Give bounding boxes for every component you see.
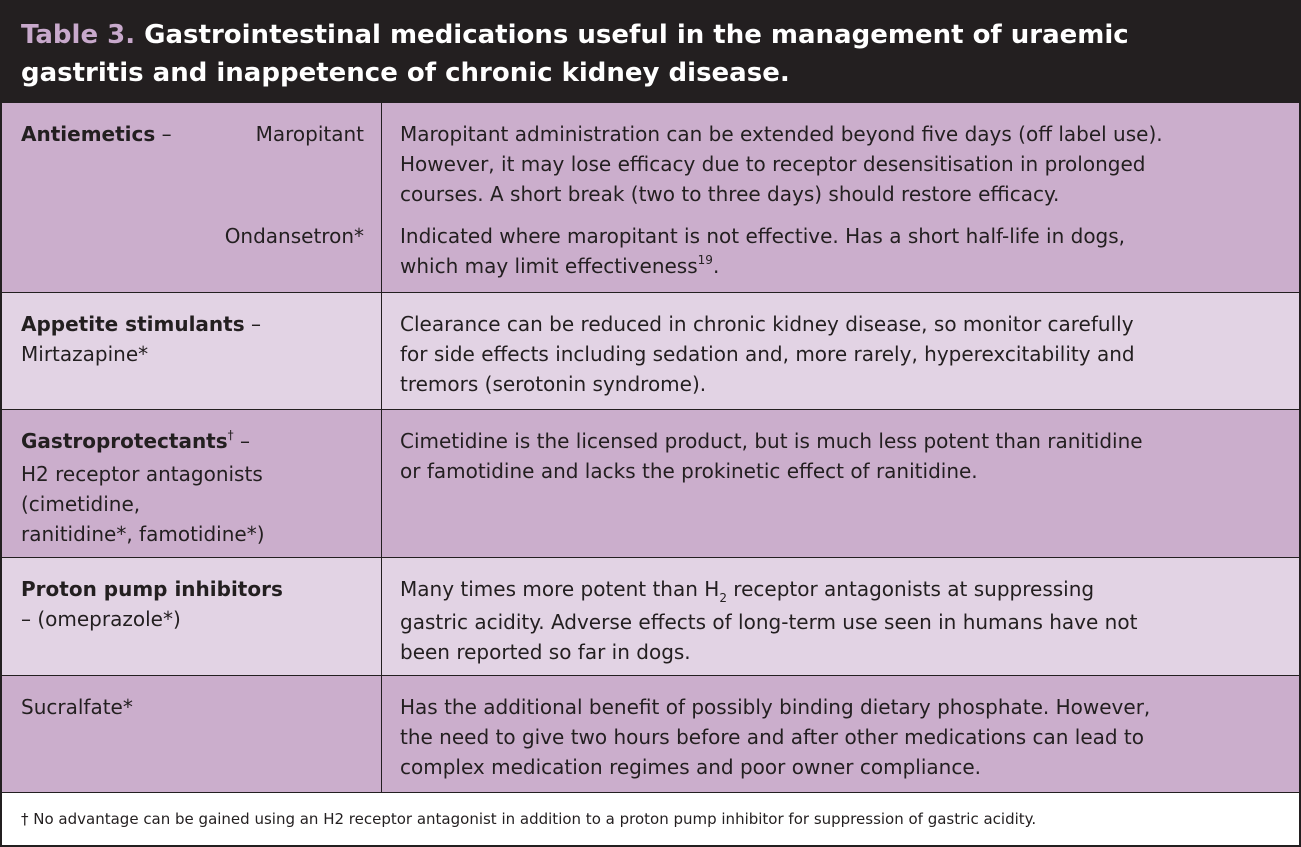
drug-ondansetron: Ondansetron* [224, 224, 364, 248]
text-line: tremors (serotonin syndrome). [400, 372, 707, 396]
subscript: 2 [719, 591, 727, 605]
drug-mirtazapine: Mirtazapine* [21, 342, 149, 366]
text-line: Has the additional benefit of possibly binding dietary phosphate. However, [400, 695, 1151, 719]
table-row-gastroprotectants [2, 409, 1299, 557]
ppi-notes [400, 574, 1137, 667]
notes-cell [382, 558, 1299, 675]
drug-omeprazole: – (omeprazole*) [21, 607, 181, 631]
notes-cell [382, 103, 1299, 292]
table-row-proton-pump-inhibitors [2, 557, 1299, 675]
notes-cell [382, 293, 1299, 409]
table-title-line-1 [21, 16, 1299, 54]
table-row-antiemetics [2, 102, 1299, 292]
drug-line: ranitidine*, famotidine*) [21, 522, 265, 546]
table-footer [2, 792, 1299, 845]
table-row-sucralfate [2, 675, 1299, 792]
text-line: Indicated where maropitant is not effective. Has a short half-life in dogs, [400, 224, 1126, 248]
notes-cell [382, 676, 1299, 792]
reference-superscript: 19 [697, 253, 713, 267]
sucralfate-notes [400, 692, 1150, 782]
drug-maropitant: Maropitant [255, 122, 364, 146]
category-cell [2, 558, 382, 675]
drug-line: H2 receptor antagonists [21, 462, 263, 486]
ondansetron-notes [400, 221, 1125, 284]
maropitant-notes [400, 119, 1163, 209]
category-label: Gastroprotectants† – [21, 428, 250, 453]
table-title-line-2: gastritis and inappetence of chronic kidney disease. [21, 58, 790, 88]
text-line: complex medication regimes and poor owner compliance. [400, 755, 981, 779]
text-line: been reported so far in dogs. [400, 640, 691, 664]
text-line: Clearance can be reduced in chronic kidney disease, so monitor carefully [400, 312, 1134, 336]
drug-sucralfate: Sucralfate* [21, 695, 133, 719]
dagger-mark: † [227, 428, 234, 442]
mirtazapine-notes [400, 309, 1135, 399]
category-cell [2, 676, 382, 792]
text-line: Many times more potent than $H_2$ receptor antagonists at suppressing [400, 577, 1095, 605]
text-line: which may limit effectiveness$^{19}$. [400, 253, 720, 278]
table-title-text-1: Gastrointestinal medications useful in the management of uraemic [144, 20, 1129, 50]
category-label: Appetite stimulants – [21, 312, 261, 336]
notes-cell [382, 410, 1299, 557]
category-cell [2, 410, 382, 557]
category-label: Antiemetics – [21, 122, 172, 146]
text-line: gastric acidity. Adverse effects of long-term use seen in humans have not [400, 610, 1138, 634]
text-line: However, it may lose efficacy due to receptor desensitisation in prolonged [400, 152, 1146, 176]
text-line: courses. A short break (two to three days) should restore efficacy. [400, 182, 1060, 206]
text-line: Maropitant administration can be extended beyond five days (off label use). [400, 122, 1163, 146]
footnote: † No advantage can be gained using an H2 receptor antagonist in addition to a proton pump inhibitor for suppression of gastric acidity. [21, 810, 1037, 828]
text-line: Cimetidine is the licensed product, but is much less potent than ranitidine [400, 429, 1143, 453]
table-label: Table 3. [21, 20, 136, 50]
table-header [2, 2, 1299, 102]
h2-antagonist-notes [400, 426, 1143, 486]
category-cell [2, 293, 382, 409]
category-cell [2, 103, 382, 292]
text-line: for side effects including sedation and, more rarely, hyperexcitability and [400, 342, 1135, 366]
text-line: or famotidine and lacks the prokinetic effect of ranitidine. [400, 459, 978, 483]
text-line: the need to give two hours before and after other medications can lead to [400, 725, 1145, 749]
category-label: Proton pump inhibitors [21, 577, 283, 601]
drug-line: (cimetidine, [21, 492, 141, 516]
table-row-appetite-stimulants [2, 292, 1299, 409]
